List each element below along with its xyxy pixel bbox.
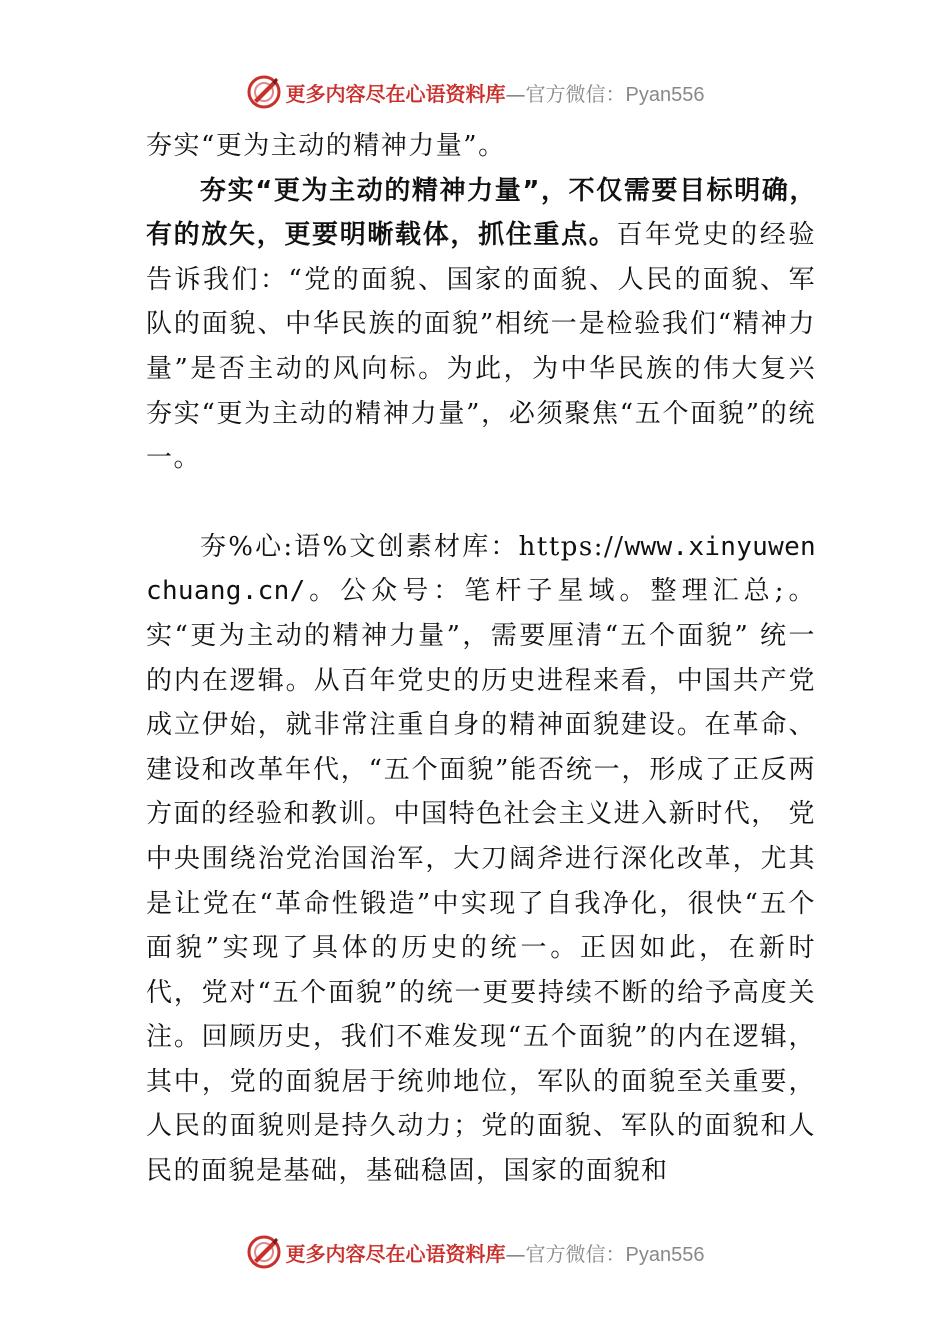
library-name: 更多内容尽在心语资料库 bbox=[285, 1241, 506, 1266]
wechat-id: Pyan556 bbox=[625, 83, 705, 106]
wechat-label: 官方微信： bbox=[525, 81, 626, 106]
paragraph-2 bbox=[146, 525, 816, 1194]
paragraph-0: 夯实“更为主动的精神力量”。 bbox=[146, 131, 506, 161]
document-body bbox=[146, 124, 816, 1194]
paragraph-2-url: www.xinyuwenchuang.cn/ bbox=[146, 531, 816, 607]
wechat-id: Pyan556 bbox=[625, 1243, 705, 1266]
footer-watermark-banner bbox=[0, 1232, 950, 1272]
wechat-label: 官方微信： bbox=[525, 1241, 626, 1266]
header-watermark-banner bbox=[0, 72, 950, 112]
paragraph-2-source: 夯%心:语%文创素材库：https:// bbox=[200, 531, 625, 562]
paragraph-2-body: 。公众号：笔杆子星域。整理汇总;。实“更为主动的精神力量”，需要厘清“五个面貌” 统一的内在逻辑。从百年党史的历史进程来看，中国共产党成立伊始，就非常注重自身的精神面貌建设。在革命、建设和改革年代，“五个面貌”能否统一，形成了正反两方面的经验和教训。中国特色社会主义进入新时代， 党中央围绕治党治国治军，大刀阔斧进行深化改革，尤其是让党在“革命性锻造”中实现了自我净化，很快“五个面貌”实现了具体的历史的统一。正因如此，在新时代，党对“五个面貌”的统一更要持续不断的给予高度关注。回顾历史，我们不难发现“五个面貌”的内在逻辑，其中，党的面貌居于统帅地位，军队的面貌至关重要，人民的面貌则是持久动力；党的面貌、军队的面貌和人民的面貌是基础，基础稳固，国家的面貌和 bbox=[146, 576, 816, 1187]
banner-dash: — bbox=[505, 81, 526, 106]
paragraph-1 bbox=[146, 169, 816, 481]
paragraph-gap bbox=[146, 481, 816, 525]
logo-icon bbox=[246, 74, 282, 110]
logo-icon bbox=[246, 1234, 282, 1270]
paragraph-1-bold-lead: 夯实“更为主动的精神力量”，不仅需要目标明确，有的放矢，更要明晰载体，抓住重点。 bbox=[146, 175, 816, 251]
library-name: 更多内容尽在心语资料库 bbox=[285, 81, 506, 106]
paragraph-1-body: 百年党史的经验告诉我们：“党的面貌、国家的面貌、人民的面貌、军队的面貌、中华民族的面貌”相统一是检验我们“精神力量”是否主动的风向标。为此，为中华民族的伟大复兴夯实“更为主动的精神力量”，必须聚焦“五个面貌”的统一。 bbox=[146, 220, 816, 474]
banner-dash: — bbox=[505, 1241, 526, 1266]
banner-text bbox=[286, 78, 705, 107]
banner-text bbox=[286, 1238, 705, 1267]
